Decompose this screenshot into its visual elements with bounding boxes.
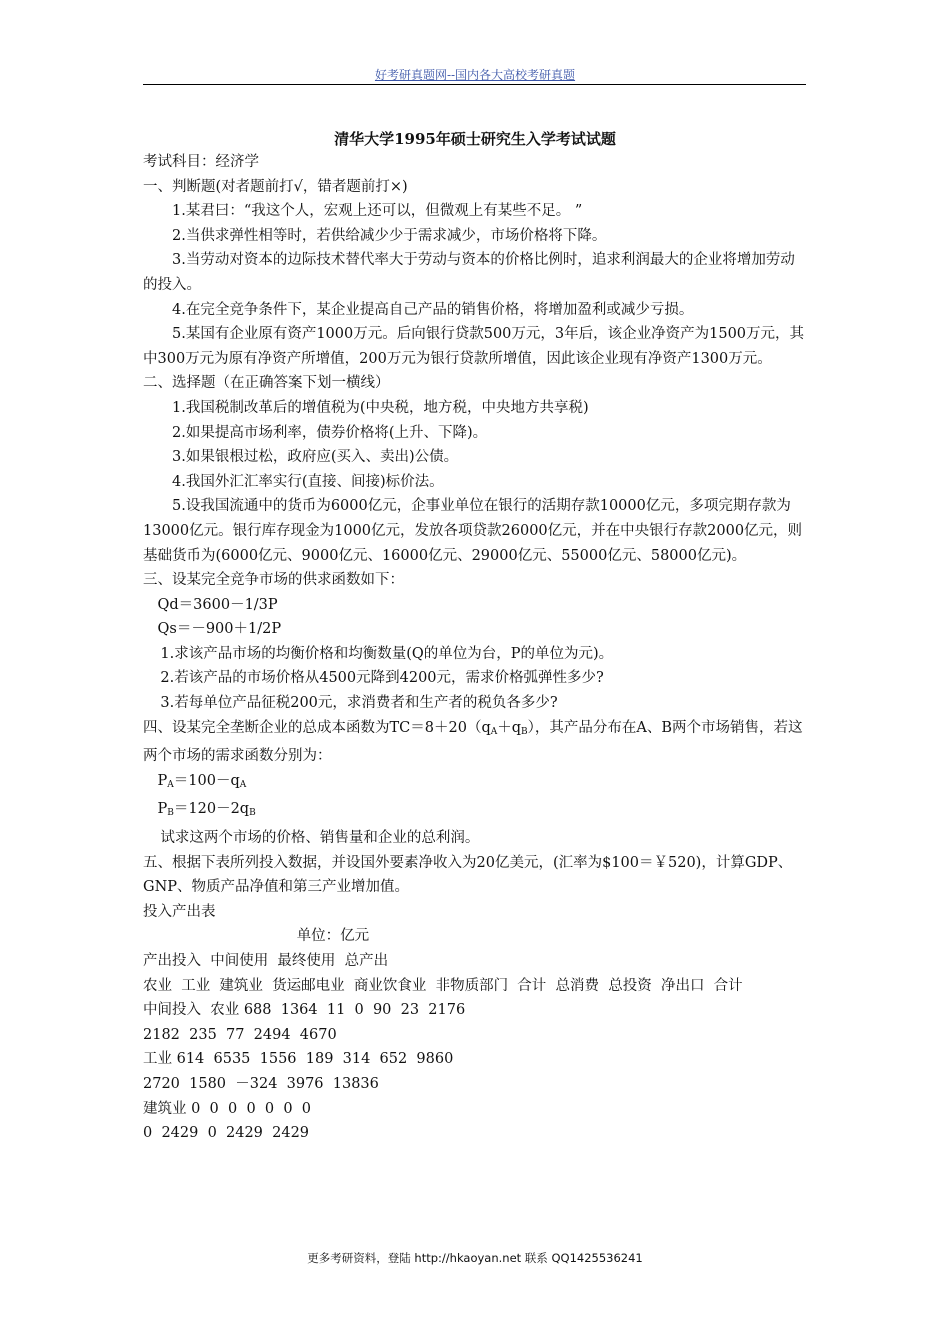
section3-heading: 三、设某完全竞争市场的供求函数如下：	[143, 572, 404, 589]
table-line: 产出投入 中间使用 最终使用 总产出	[143, 953, 389, 969]
table-line: 工业 614 6535 1556 189 314 652 9860	[143, 1051, 454, 1068]
section1-item: 4.在完全竞争条件下，某企业提高自己产品的销售价格，将增加盈利或减少亏损。	[172, 301, 694, 318]
table-line: 0 2429 0 2429 2429	[143, 1125, 310, 1142]
table-line: 农业 工业 建筑业 货运邮电业 商业饮食业 非物质部门 合计 总消费 总投资 净出口 合计	[143, 977, 743, 994]
section2-item: 2.如果提高市场利率，债券价格将(上升、下降)。	[172, 424, 488, 441]
header-divider	[143, 84, 806, 85]
section2-item: 5.设我国流通中的货币为6000亿元，企事业单位在银行的活期存款10000亿元，多项完期存款为13000亿元。银行库存现金为1000亿元，发放各项贷款26000亿元，并在中央银行存款2000亿元，则基础货币为(6000亿元、9000亿元、16000亿元、29000亿元、55000亿元、58000亿元)。	[143, 498, 803, 564]
section2-heading: 二、选择题（在正确答案下划一横线）	[143, 375, 390, 392]
table-line: 2720 1580 －324 3976 13836	[143, 1075, 379, 1092]
section3-item: 1.求该产品市场的均衡价格和均衡数量(Q的单位为台，P的单位为元)。	[160, 645, 614, 662]
header-link[interactable]: 好考研真题网--国内各大高校考研真题	[374, 68, 576, 82]
table-line: 2182 235 77 2494 4670	[143, 1026, 337, 1043]
section1-item: 5.某国有企业原有资产1000万元。后向银行贷款500万元，3年后，该企业净资产为1500万元，其中300万元为原有净资产所增值，200万元为银行贷款所增值，因此该企业现有净资产1300万元。	[143, 326, 805, 367]
section3-item: 3.若每单位产品征税200元，求消费者和生产者的税负各多少?	[160, 695, 558, 712]
section4-heading: 四、设某完全垄断企业的总成本函数为$TC=8+20(q_A+q_B)$，其产品分布在A、B两个市场销售，若这两个市场的需求函数分别为：	[143, 719, 803, 765]
section4-question: 试求这两个市场的价格、销售量和企业的总利润。	[160, 830, 480, 847]
page-title: 清华大学1995年硕士研究生入学考试试题	[334, 130, 616, 148]
section3-item: 2.若该产品的市场价格从4500元降到4200元，需求价格弧弹性多少?	[160, 670, 604, 687]
section1-item: 2.当供求弹性相等时，若供给减少少于需求减少，市场价格将下降。	[172, 227, 607, 244]
section1-heading: 一、判断题(对者题前打√，错者题前打×)	[143, 178, 408, 195]
table-line: 中间投入 农业 688 1364 11 0 90 23 2176	[143, 1002, 466, 1019]
section2-item: 3.如果银根过松，政府应(买入、卖出)公债。	[172, 449, 459, 466]
demand-function-b: $P_B=120-2q_B$	[157, 801, 256, 819]
subject-line: 考试科目：经济学	[143, 154, 259, 170]
table-title: 投入产出表	[143, 903, 216, 920]
demand-function-a: $P_A=100-q_A$	[157, 772, 247, 790]
section1-item: 3.当劳动对资本的边际技术替代率大于劳动与资本的价格比例时，追求利润最大的企业将增加劳动的投入。	[143, 252, 795, 293]
table-unit: 单位：亿元	[296, 928, 370, 945]
demand-equation: Qd＝3600－1/3P	[157, 596, 278, 613]
footer-note: 更多考研资料，登陆 http://hkaoyan.net 联系 QQ1425536241	[307, 1251, 643, 1265]
document-body	[143, 150, 808, 1146]
section2-item: 4.我国外汇汇率实行(直接、间接)标价法。	[172, 473, 444, 490]
supply-equation: Qs＝－900＋1/2P	[157, 621, 282, 638]
section1-item: 1.某君曰：“我这个人，宏观上还可以，但微观上有某些不足。 ”	[172, 203, 583, 220]
section5-heading: 五、根据下表所列投入数据，并设国外要素净收入为20亿美元，(汇率为$100＝￥520)，计算GDP、GNP、物质产品净值和第三产业增加值。	[143, 854, 793, 896]
table-line: 建筑业 0 0 0 0 0 0 0	[143, 1100, 311, 1117]
section2-item: 1.我国税制改革后的增值税为(中央税，地方税，中央地方共享税)	[172, 399, 589, 416]
